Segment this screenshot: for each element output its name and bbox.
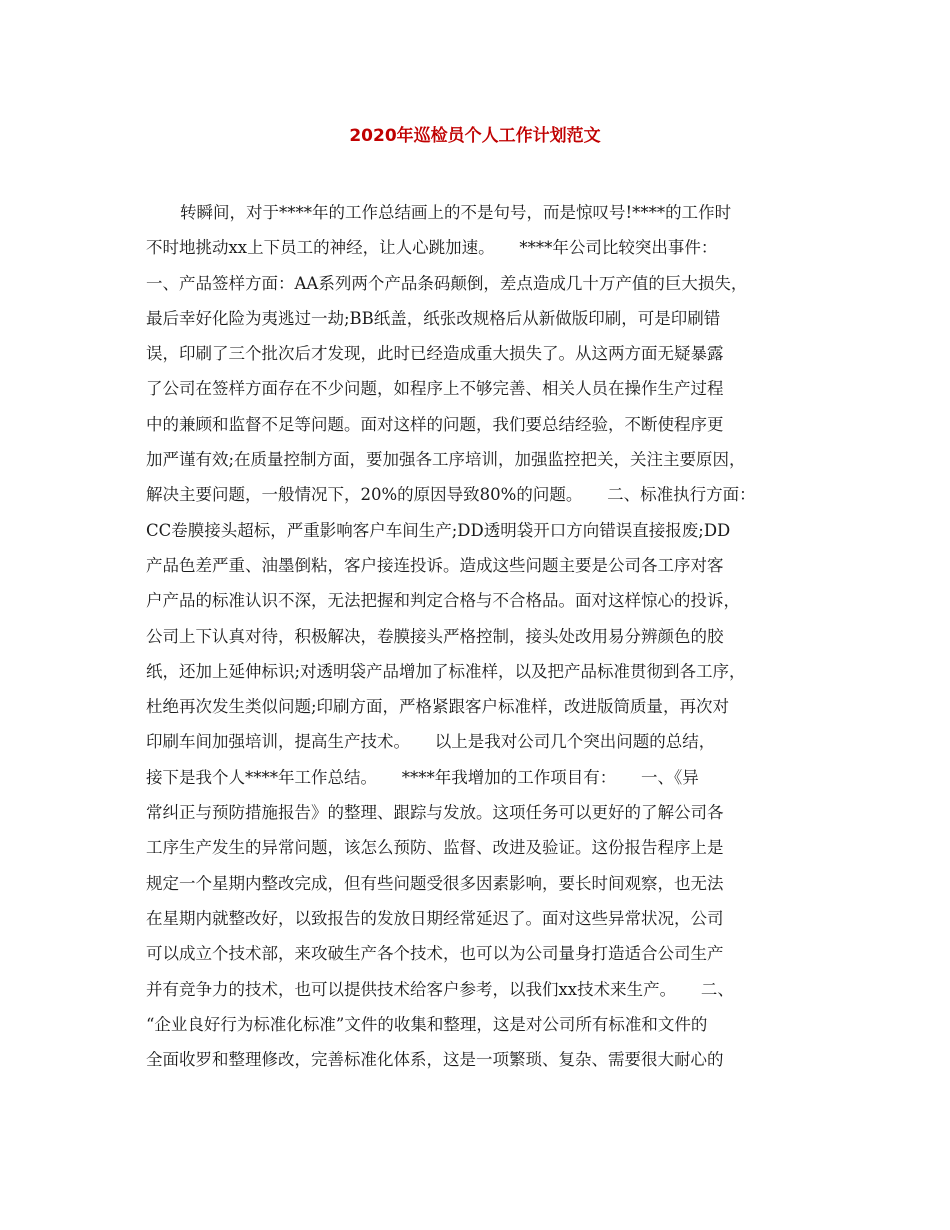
body-line: 接下是我个人****年工作总结。 ****年我增加的工作项目有： 一、《异 bbox=[146, 767, 699, 787]
body-line: 可以成立个技术部，来攻破生产各个技术，也可以为公司量身打造适合公司生产 bbox=[146, 944, 724, 964]
body-line: 并有竞争力的技术，也可以提供技术给客户参考，以我们xx技术来生产。 二、 bbox=[146, 979, 734, 999]
body-line: 不时地挑动xx上下员工的神经，让人心跳加速。 ****年公司比较突出事件： bbox=[146, 238, 718, 258]
body-line: 误，印刷了三个批次后才发现，此时已经造成重大损失了。从这两方面无疑暴露 bbox=[146, 344, 724, 364]
body-line: 工序生产发生的异常问题，该怎么预防、监督、改进及验证。这份报告程序上是 bbox=[146, 838, 724, 858]
body-line: 加严谨有效;在质量控制方面，要加强各工序培训，加强监控把关，关注主要原因， bbox=[146, 450, 746, 470]
body-line: 了公司在签样方面存在不少问题，如程序上不够完善、相关人员在操作生产过程 bbox=[146, 379, 724, 399]
body-line: 杜绝再次发生类似问题;印刷方面，严格紧跟客户标准样，改进版筒质量，再次对 bbox=[146, 697, 730, 717]
body-line: 解决主要问题，一般情况下，20%的原因导致80%的问题。 二、标准执行方面： bbox=[146, 485, 756, 505]
body-line: 印刷车间加强培训，提高生产技术。 以上是我对公司几个突出问题的总结， bbox=[146, 732, 716, 752]
body-line: 在星期内就整改好，以致报告的发放日期经常延迟了。面对这些异常状况，公司 bbox=[146, 908, 724, 928]
body-line: 转瞬间，对于****年的工作总结画上的不是句号，而是惊叹号!****的工作时 bbox=[180, 203, 732, 222]
body-line: 最后幸好化险为夷逃过一劫;BB纸盖，纸张改规格后从新做版印刷，可是印刷错 bbox=[146, 308, 721, 328]
body-line: “企业良好行为标准化标准”文件的收集和整理，这是对公司所有标准和文件的 bbox=[146, 1014, 708, 1034]
document-body bbox=[146, 195, 826, 1077]
body-line: 一、产品签样方面：AA系列两个产品条码颠倒，差点造成几十万产值的巨大损失， bbox=[146, 273, 748, 293]
body-line: 产品色差严重、油墨倒粘，客户接连投诉。造成这些问题主要是公司各工序对客 bbox=[146, 555, 724, 575]
body-line: CC卷膜接头超标，严重影响客户车间生产;DD透明袋开口方向错误直接报废;DD bbox=[146, 520, 731, 540]
body-line: 规定一个星期内整改完成，但有些问题受很多因素影响，要长时间观察，也无法 bbox=[146, 873, 724, 893]
body-line: 户产品的标准认识不深，无法把握和判定合格与不合格品。面对这样惊心的投诉， bbox=[146, 591, 740, 611]
body-line: 公司上下认真对待，积极解决，卷膜接头严格控制，接头处改用易分辨颜色的胶 bbox=[146, 626, 724, 646]
body-line: 中的兼顾和监督不足等问题。面对这样的问题，我们要总结经验，不断使程序更 bbox=[146, 414, 724, 434]
body-line: 纸，还加上延伸标识;对透明袋产品增加了标准样，以及把产品标准贯彻到各工序， bbox=[146, 661, 746, 681]
document-title: 2020年巡检员个人工作计划范文 bbox=[349, 126, 601, 146]
body-line: 常纠正与预防措施报告》的整理、跟踪与发放。这项任务可以更好的了解公司各 bbox=[146, 803, 724, 823]
body-line: 全面收罗和整理修改，完善标准化体系，这是一项繁琐、复杂、需要很大耐心的 bbox=[146, 1050, 724, 1070]
